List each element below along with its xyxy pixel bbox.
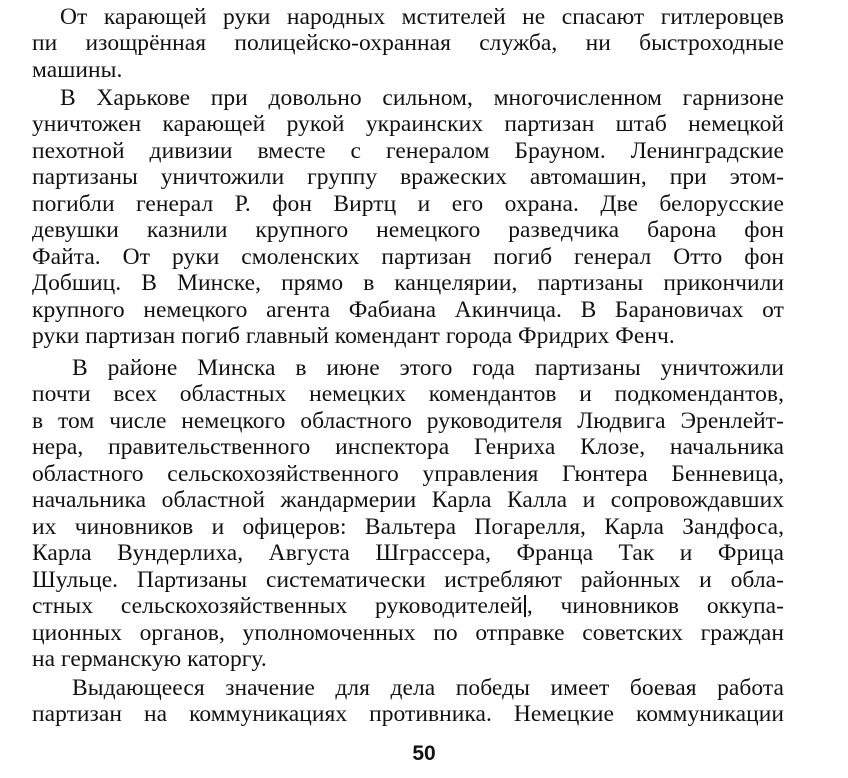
text-line: ционных органов, уполномоченных по отправке советских граждан bbox=[32, 620, 784, 646]
text-line: Выдающееся значение для дела победы имеет боевая работа bbox=[72, 675, 784, 701]
text-line: крупного немецкого агента Фабиана Акинчица. В Барановичах от bbox=[32, 297, 784, 323]
text-line: начальника областной жандармерии Карла Калла и сопровождавших bbox=[32, 487, 784, 513]
text-line: девушки казнили крупного немецкого разведчика барона фон bbox=[32, 217, 784, 243]
text-line: в том числе немецкого областного руководителя Людвига Эренлейт- bbox=[32, 408, 784, 434]
text-line: От карающей руки народных мстителей не спасают гитлеровцев bbox=[60, 4, 784, 30]
text-line: уничтожен карающей рукой украинских партизан штаб немецкой bbox=[32, 111, 784, 137]
text-line: пи изощрённая полицейско-охранная служба, ни быстроходные bbox=[32, 30, 784, 56]
text-line: областного сельскохозяйственного управления Гюнтера Бенневица, bbox=[32, 461, 784, 487]
text-line: В Харькове при довольно сильном, многочисленном гарнизоне bbox=[60, 85, 784, 111]
text-line: Добшиц. В Минске, прямо в канцелярии, партизаны прикончили bbox=[32, 270, 784, 296]
text-line: партизан на коммуникациях противника. Немецкие коммуникации bbox=[32, 701, 784, 727]
text-line: машины. bbox=[32, 57, 123, 83]
text-line: на германскую каторгу. bbox=[32, 646, 267, 672]
text-line: погибли генерал Р. фон Виртц и его охрана. Две белорусские bbox=[32, 191, 784, 217]
text-line: почти всех областных немецких комендантов и подкомендантов, bbox=[32, 381, 784, 407]
text-line: их чиновников и офицеров: Вальтера Погарелля, Карла Зандфоса, bbox=[32, 514, 784, 540]
text-line: партизаны уничтожили группу вражеских автомашин, при этом- bbox=[32, 164, 784, 190]
text-line: нера, правительственного инспектора Генриха Клозе, начальника bbox=[32, 434, 784, 460]
text-line-with-cursor[interactable]: стных сельскохозяйственных руководителей , чиновников оккупа- bbox=[32, 593, 785, 619]
text-line: пехотной дивизии вместе с генералом Брауном. Ленинградские bbox=[32, 138, 784, 164]
page-number: 50 bbox=[412, 742, 436, 765]
text-line: Шульце. Партизаны систематически истребляют районных и обла- bbox=[32, 567, 784, 593]
text-line: В районе Минска в июне этого года партизаны уничтожили bbox=[72, 355, 784, 381]
text-line: руки партизан погиб главный комендант города Фридрих Фенч. bbox=[32, 323, 675, 349]
text-line: Карла Вундерлиха, Августа Шграссера, Франца Так и Фрица bbox=[32, 540, 784, 566]
text-line: Файта. От руки смоленских партизан погиб генерал Отто фон bbox=[32, 244, 784, 270]
text-cursor bbox=[524, 595, 526, 617]
